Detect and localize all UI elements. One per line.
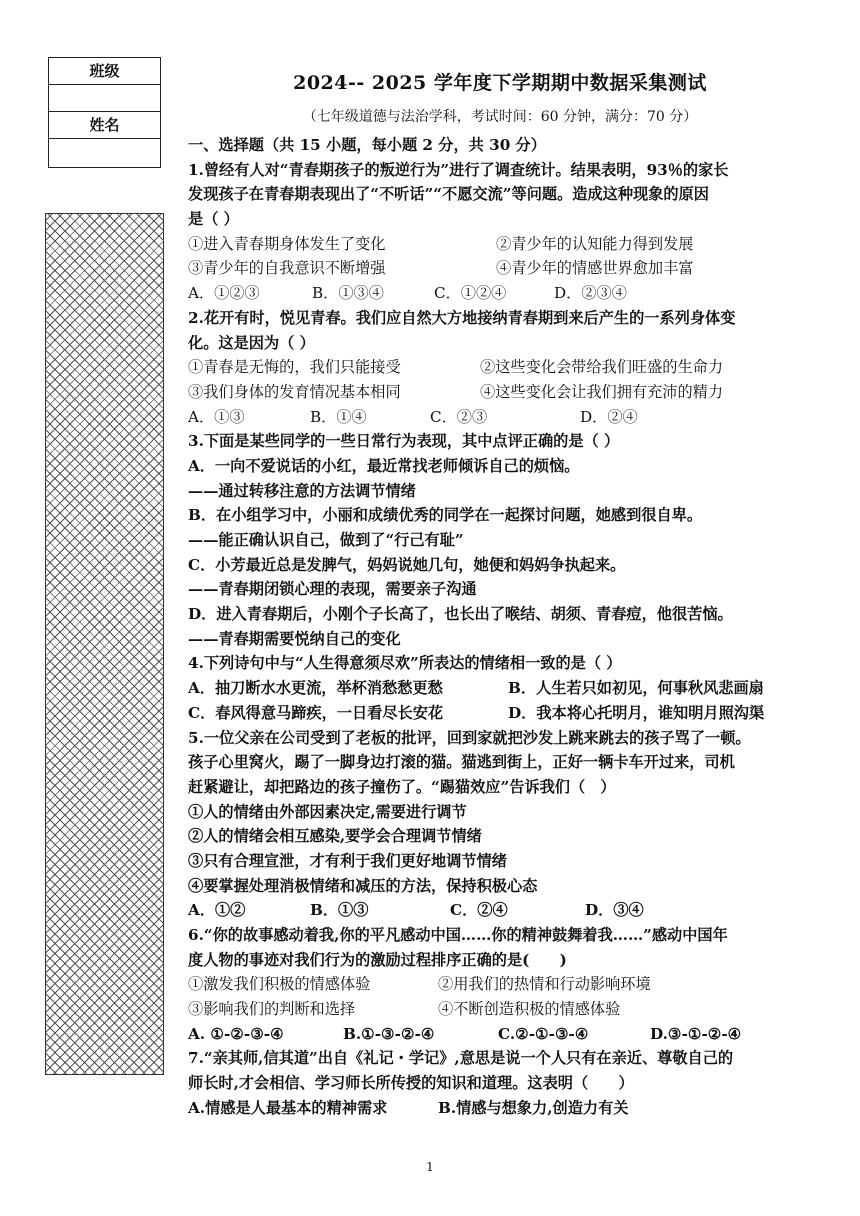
q1-statement-1: ①进入青春期身体发生了变化 [188,234,386,253]
q4-stem: 4.下列诗句中与“人生得意须尽欢”所表达的情绪相一致的是（ ） [188,654,622,673]
q1-statements-row-1 [188,232,788,257]
name-label: 姓名 [49,112,160,139]
q3-choice-a[interactable]: A．一向不爱说话的小红，最近常找老师倾诉自己的烦恼。 [188,456,580,475]
q6-choice-b[interactable]: B.①-③-②-④ [343,1024,435,1043]
q5-statement-4: ④要掌握处理消极情绪和减压的方法，保持积极心态 [188,876,538,895]
q4-choices-row-2 [188,701,788,726]
q6-choice-a[interactable]: A. ①-②-③-④ [188,1024,284,1043]
q6-statement-3: ③影响我们的判断和选择 [188,1000,356,1019]
student-info-box [48,57,161,168]
q1-choice-b[interactable]: B．①③④ [312,284,384,303]
q2-statement-2: ②这些变化会带给我们旺盛的生命力 [480,358,723,377]
exam-content [188,133,788,1121]
q2-choice-c[interactable]: C．②③ [430,407,488,426]
q2-statement-1: ①青春是无悔的，我们只能接受 [188,358,401,377]
q2-stem-line-2: 化。这是因为（ ） [188,333,315,352]
q7-choice-b[interactable]: B.情感与想象力,创造力有关 [438,1098,629,1117]
q6-statements-row-2 [188,997,788,1022]
q6-statement-1: ①激发我们积极的情感体验 [188,975,371,994]
name-field[interactable] [49,139,160,168]
q1-choices [188,281,788,306]
q4-choice-a[interactable]: A．抽刀断水水更流，举杯消愁愁更愁 [188,679,443,698]
q1-statement-4: ④青少年的情感世界愈加丰富 [496,259,694,278]
q1-statement-3: ③青少年的自我意识不断增强 [188,259,386,278]
q5-choices [188,898,788,923]
q5-stem-line-2: 孩子心里窝火，踢了一脚身边打滚的猫。猫逃到街上，正好一辆卡车开过来，司机 [188,753,735,772]
q4-choice-b[interactable]: B．人生若只如初见，何事秋风悲画扇 [508,679,764,698]
q6-stem-line-2: 度人物的事迹对我们行为的激励过程排序正确的是( ) [188,950,567,969]
q1-stem-line-2: 发现孩子在青春期表现出了“不听话”“不愿交流”等问题。造成这种现象的原因 [188,185,709,204]
exam-title: 2024-- 2025 学年度下学期期中数据采集测试 [293,72,707,94]
q3-choice-c[interactable]: C．小芳最近总是发脾气，妈妈说她几句，她便和妈妈争执起来。 [188,555,626,574]
q5-choice-b[interactable]: B．①③ [310,901,369,920]
q2-choice-d[interactable]: D．②④ [580,407,638,426]
q5-choice-a[interactable]: A．①② [188,901,246,920]
q5-statement-1: ①人的情绪由外部因素决定,需要进行调节 [188,802,467,821]
q7-stem-line-1: 7.“亲其师,信其道”出自《礼记・学记》,意思是说一个人只有在亲近、尊敬自己的 [188,1049,734,1068]
q6-statement-4: ④不断创造积极的情感体验 [438,1000,621,1019]
q6-statement-2: ②用我们的热情和行动影响环境 [438,975,651,994]
q2-statement-4: ④这些变化会让我们拥有充沛的精力 [480,382,723,401]
class-field[interactable] [49,85,160,112]
q6-choice-d[interactable]: D.③-①-②-④ [650,1024,742,1043]
q2-statements-row-2 [188,380,788,405]
q4-choice-d[interactable]: D．我本将心托明月，谁知明月照沟渠 [508,703,765,722]
q1-statement-2: ②青少年的认知能力得到发展 [496,234,694,253]
q5-choice-c[interactable]: C．②④ [450,901,508,920]
q7-choice-a[interactable]: A.情感是人最基本的精神需求 [188,1098,388,1117]
q7-choices-row-1 [188,1096,788,1121]
q2-choice-a[interactable]: A．①③ [188,407,245,426]
q3-comment-c: ——青春期闭锁心理的表现，需要亲子沟通 [188,580,477,599]
q6-choice-c[interactable]: C.②-①-③-④ [498,1024,589,1043]
q5-stem-line-3: 赶紧避让，却把路边的孩子撞伤了。“踢猫效应”告诉我们（ ） [188,777,616,796]
q3-comment-a: ——通过转移注意的方法调节情绪 [188,481,416,500]
q2-statements-row-1 [188,355,788,380]
q2-choice-b[interactable]: B．①④ [310,407,367,426]
q1-choice-a[interactable]: A．①②③ [188,284,260,303]
q1-statements-row-2 [188,256,788,281]
seal-line-pattern [45,213,164,1075]
q3-choice-d[interactable]: D．进入青春期后，小刚个子长高了，也长出了喉结、胡须、青春痘，他很苦恼。 [188,605,733,624]
q5-choice-d[interactable]: D．③④ [585,901,644,920]
q6-choices [188,1022,788,1047]
q6-statements-row-1 [188,972,788,997]
q4-choices-row-1 [188,676,788,701]
q2-choices [188,405,788,430]
q6-stem-line-1: 6.“你的故事感动着我,你的平凡感动中国……你的精神鼓舞着我……”感动中国年 [188,926,728,944]
q2-statement-3: ③我们身体的发育情况基本相同 [188,382,401,401]
q3-comment-d: ——青春期需要悦纳自己的变化 [188,629,401,648]
q1-stem-line-1: 1.曾经有人对“青春期孩子的叛逆行为”进行了调查统计。结果表明，93％的家长 [188,160,729,179]
q3-stem: 3.下面是某些同学的一些日常行为表现，其中点评正确的是（ ） [188,432,620,451]
exam-subtitle: （七年级道德与法治学科，考试时间：60 分钟，满分：70 分） [302,109,698,125]
q1-choice-c[interactable]: C．①②④ [434,284,507,303]
q4-choice-c[interactable]: C．春风得意马蹄疾，一日看尽长安花 [188,703,444,722]
q1-stem-line-3: 是（ ） [188,210,239,229]
q7-stem-line-2: 师长时,才会相信、学习师长所传授的知识和道理。这表明（ ） [188,1074,634,1093]
q1-choice-d[interactable]: D．②③④ [554,284,627,303]
q2-stem-line-1: 2.花开有时，悦见青春。我们应自然大方地接纳青春期到来后产生的一系列身体变 [188,308,736,327]
q3-comment-b: ——能正确认识自己，做到了“行己有耻” [188,531,464,549]
q5-stem-line-1: 5.一位父亲在公司受到了老板的批评，回到家就把沙发上跳来跳去的孩子骂了一顿。 [188,728,751,747]
q5-statement-2: ②人的情绪会相互感染,要学会合理调节情绪 [188,827,482,846]
page-number: 1 [426,1160,434,1174]
q5-statement-3: ③只有合理宣泄，才有利于我们更好地调节情绪 [188,851,507,870]
section-title: 一、选择题（共 15 小题，每小题 2 分，共 30 分） [188,136,546,154]
q3-choice-b[interactable]: B．在小组学习中，小丽和成绩优秀的同学在一起探讨问题，她感到很自卑。 [188,506,703,525]
class-label: 班级 [49,58,160,85]
